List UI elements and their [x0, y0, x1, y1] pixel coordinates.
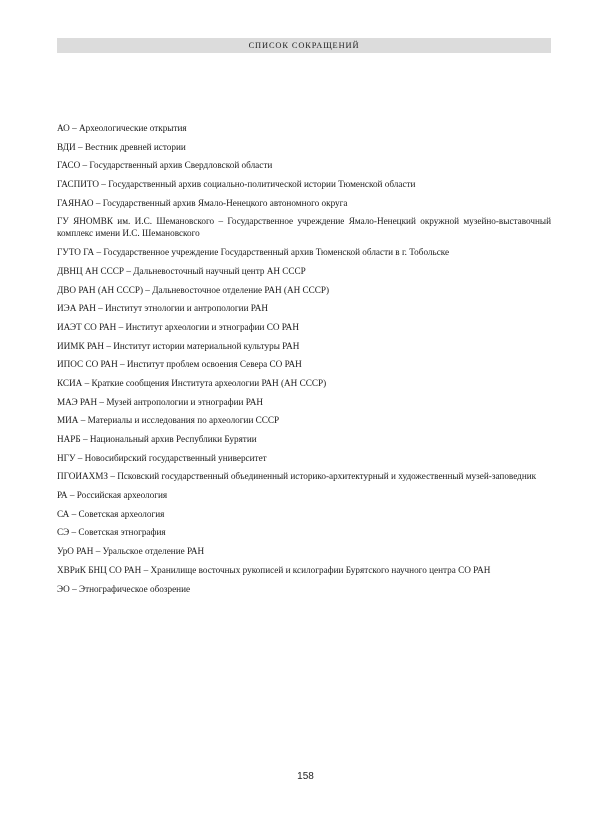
- abbreviation-item: КСИА – Краткие сообщения Института археологии РАН (АН СССР): [57, 377, 327, 388]
- abbreviation-item: ДВНЦ АН СССР – Дальневосточный научный центр АН СССР: [57, 265, 306, 276]
- page-number: 158: [297, 771, 314, 782]
- abbreviation-item: ПГОИАХМЗ – Псковский государственный объединенный историко-архитектурный и художественный музей-заповедник: [57, 471, 537, 482]
- abbreviation-item: ИЭА РАН – Институт этнологии и антропологии РАН: [57, 303, 268, 314]
- abbreviation-item: ИПОС СО РАН – Институт проблем освоения Севера СО РАН: [57, 359, 302, 370]
- abbreviation-item: СЭ – Советская этнография: [57, 527, 166, 538]
- abbreviation-list: [57, 122, 551, 601]
- abbreviation-item: ДВО РАН (АН СССР) – Дальневосточное отделение РАН (АН СССР): [57, 284, 330, 295]
- running-header: [57, 38, 551, 53]
- abbreviation-item: АО – Археологические открытия: [57, 123, 187, 133]
- abbreviation-item: ГУ ЯНОМВК им. И.С. Шемановского – Государственное учреждение Ямало-Ненецкий окружной музейно-выставочный комплекс имени И.С. Шемановского: [57, 216, 551, 239]
- abbreviation-item: ГАЯНАО – Государственный архив Ямало-Ненецкого автономного округа: [57, 197, 348, 208]
- header-title: СПИСОК СОКРАЩЕНИЙ: [248, 41, 360, 50]
- abbreviation-item: ГУТО ГА – Государственное учреждение Государственный архив Тюменской области в г. Тобольске: [57, 247, 450, 258]
- abbreviation-item: НГУ – Новосибирский государственный университет: [57, 452, 267, 463]
- abbreviation-item: СА – Советская археология: [57, 508, 165, 519]
- abbreviation-item: ИИМК РАН – Институт истории материальной культуры РАН: [57, 340, 300, 351]
- abbreviation-item: ЭО – Этнографическое обозрение: [57, 583, 191, 594]
- abbreviation-item: МАЭ РАН – Музей антропологии и этнографии РАН: [57, 396, 263, 407]
- abbreviation-item: ГАСПИТО – Государственный архив социально-политической истории Тюменской области: [57, 179, 416, 190]
- abbreviation-item: ХВРиК БНЦ СО РАН – Хранилище восточных рукописей и ксилографии Бурятского научного центра СО РАН: [57, 564, 491, 575]
- abbreviation-item: РА – Российская археология: [57, 490, 168, 501]
- abbreviation-item: МИА – Материалы и исследования по археологии СССР: [57, 415, 280, 426]
- abbreviation-item: УрО РАН – Уральское отделение РАН: [57, 546, 205, 557]
- abbreviation-item: ИАЭТ СО РАН – Институт археологии и этнографии СО РАН: [57, 321, 299, 332]
- abbreviation-item: ГАСО – Государственный архив Свердловской области: [57, 160, 273, 171]
- abbreviation-item: ВДИ – Вестник древней истории: [57, 141, 186, 152]
- abbreviation-item: НАРБ – Национальный архив Республики Бурятии: [57, 434, 257, 444]
